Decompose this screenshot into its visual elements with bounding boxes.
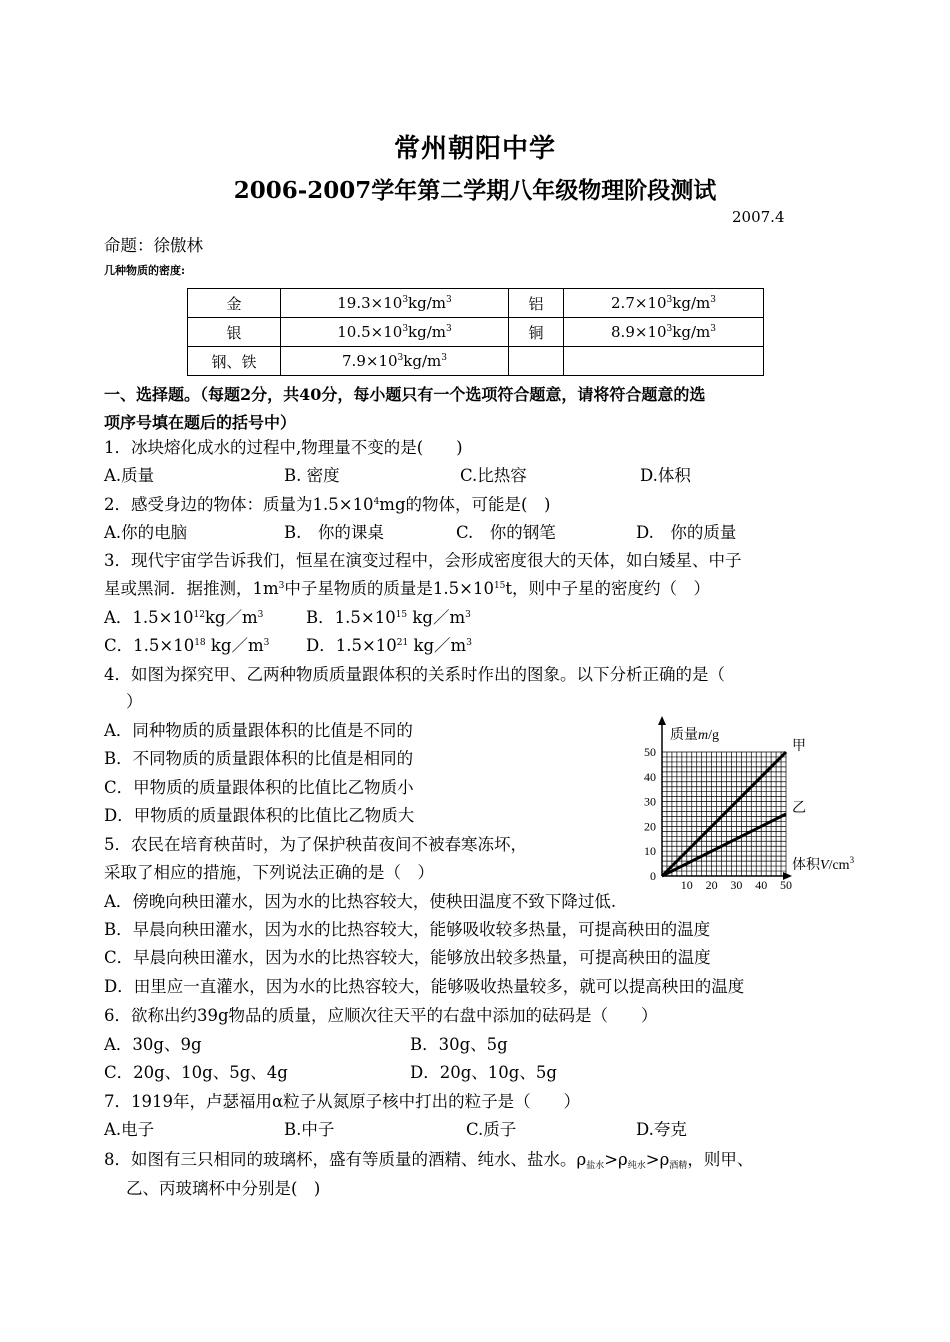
q2-option-b: B. 你的课桌 [284,523,384,542]
x-axis-label: 体积$V/cm^3$ [792,855,855,873]
table-row [188,318,764,347]
q6-option-b: B．30g、5g [410,1035,508,1054]
x-tick-label: 30 [730,878,743,892]
q5-option-c: C．早晨向秧田灌水，因为水的比热容较大，能够放出较多热量，可提高秧田的温度 [104,948,711,967]
q4-option-a: A．同种物质的质量跟体积的比值是不同的 [104,721,413,740]
q5-option-d: D．田里应一直灌水，因为水的比热容较大，能够吸收热量较多，就可以提高秧田的温度 [104,977,745,996]
y-tick-label: 50 [644,745,656,759]
q7-option-b: B.中子 [284,1120,335,1139]
y-axis-arrow [658,716,666,725]
series-line-yi [662,814,786,876]
q2-stem: 2．感受身边的物体：质量为$1.5\times 10^4mg$的物体，可能是( ) [104,495,551,514]
chart-series [662,738,806,876]
q5-option-b: B．早晨向秧田灌水，因为水的比热容较大，能够吸收较多热量，可提高秧田的温度 [104,920,711,939]
x-tick-labels [681,878,792,892]
q6-stem: 6．欲称出约39g物品的质量，应顺次往天平的右盘中添加的砝码是（ ） [104,1006,658,1025]
q1-option-b: B. 密度 [284,466,340,485]
section-heading-line1: 一、选择题。（每题2分，共40分，每小题只有一个选项符合题意，请将符合题意的选 [104,385,706,404]
q5-option-a: A．傍晚向秧田灌水，因为水的比热容较大，使秧田温度不致下降过低. [104,892,617,911]
q3-line2: 星或黑洞．据推测，$1m^3$中子星物质的质量是$1.5\times 10^{15}t$，则中子星的密度约（ ） [104,579,711,598]
table-cell: 铝 [509,289,564,318]
q4-line2: ） [126,692,143,711]
y-tick-label: 0 [650,869,656,883]
table-row [188,347,764,376]
q5-line1: 5．农民在培育秧苗时，为了保护秧苗夜间不被春寒冻坏， [104,835,527,854]
y-tick-label: 10 [644,844,656,859]
y-axis-label: 质量m/g [670,728,720,743]
q7-stem: 7．1919年，卢瑟福用α粒子从氮原子核中打出的粒子是（ ） [104,1092,581,1111]
school-title: 常州朝阳中学 [393,134,556,164]
q1-option-c: C.比热容 [460,466,527,485]
table-cell: 铜 [509,318,564,347]
q6-option-d: D．20g、10g、5g [410,1063,557,1082]
q3-option-d: D．$1.5\times 10^{21}$ $kg/m^3$ [306,636,472,655]
exam-title: 2006-2007学年第二学期八年级物理阶段测试 [233,177,717,204]
q4-line1: 4．如图为探究甲、乙两种物质质量跟体积的关系时作出的图象。以下分析正确的是（ [104,665,725,684]
q2-option-a: A.你的电脑 [104,523,188,542]
q7-option-d: D.夸克 [636,1120,687,1139]
table-cell [564,347,764,376]
mass-volume-chart [636,712,876,892]
q8-line2: 乙、丙玻璃杯中分别是( ) [126,1179,321,1198]
density-caption: 几种物质的密度: [104,264,186,277]
density-table [187,288,764,376]
table-cell: $10.5\times 10^3kg/m^3$ [281,318,509,347]
q3-option-a: A．$1.5\times 10^{12}kg/m^3$ [104,608,264,627]
y-tick-label: 20 [644,819,656,834]
x-tick-label: 40 [755,878,768,892]
q5-line2: 采取了相应的措施，下列说法正确的是（ ） [104,863,434,882]
q3-option-c: C．$1.5\times 10^{18}$ $kg/m^3$ [104,636,270,655]
section-heading-line2: 项序号填在题后的括号中） [104,413,297,432]
series-label-yi: 乙 [792,801,806,816]
table-cell: $2.7\times 10^3kg/m^3$ [564,289,764,318]
series-label-jia: 甲 [792,739,806,754]
table-row [188,289,764,318]
x-tick-label: 20 [705,878,718,892]
q2-option-c: C. 你的钢笔 [456,523,556,542]
q1-stem: 1．冰块熔化成水的过程中,物理量不变的是( ) [104,438,463,457]
table-cell: 银 [188,318,281,347]
author: 命题：徐傲林 [104,236,203,255]
q8-line1: 8．如图有三只相同的玻璃杯，盛有等质量的酒精、纯水、盐水。$\rho_{盐水}>\rho_{纯水}>\rho_{酒精}$，则甲、 [104,1150,754,1171]
q2-option-d: D. 你的质量 [636,523,737,542]
table-cell [509,347,564,376]
series-line-jia [662,752,786,876]
x-tick-label: 50 [780,878,792,892]
table-cell: $19.3\times 10^3kg/m^3$ [281,289,509,318]
table-cell: 金 [188,289,281,318]
q4-option-c: C．甲物质的质量跟体积的比值比乙物质小 [104,778,414,797]
table-cell: 钢、铁 [188,347,281,376]
q7-option-a: A.电子 [104,1120,155,1139]
q3-line1: 3．现代宇宙学告诉我们，恒星在演变过程中，会形成密度很大的天体，如白矮星、中子 [104,551,742,570]
y-tick-labels [644,745,656,883]
q6-option-c: C．20g、10g、5g、4g [104,1063,288,1082]
q4-option-b: B．不同物质的质量跟体积的比值是相同的 [104,749,414,768]
y-tick-label: 30 [644,794,656,809]
q1-option-d: D.体积 [640,466,691,485]
exam-date: 2007.4 [732,208,785,226]
table-cell: $8.9\times 10^3kg/m^3$ [564,318,764,347]
q3-option-b: B．$1.5\times 10^{15}$ $kg/m^3$ [306,608,471,627]
q7-option-c: C.质子 [466,1120,517,1139]
x-tick-label: 10 [680,878,693,892]
q6-option-a: A．30g、9g [104,1035,202,1054]
y-tick-label: 40 [644,769,656,784]
q4-option-d: D．甲物质的质量跟体积的比值比乙物质大 [104,806,415,825]
table-cell: $7.9\times 10^3kg/m^3$ [281,347,509,376]
q1-option-a: A.质量 [104,466,155,485]
